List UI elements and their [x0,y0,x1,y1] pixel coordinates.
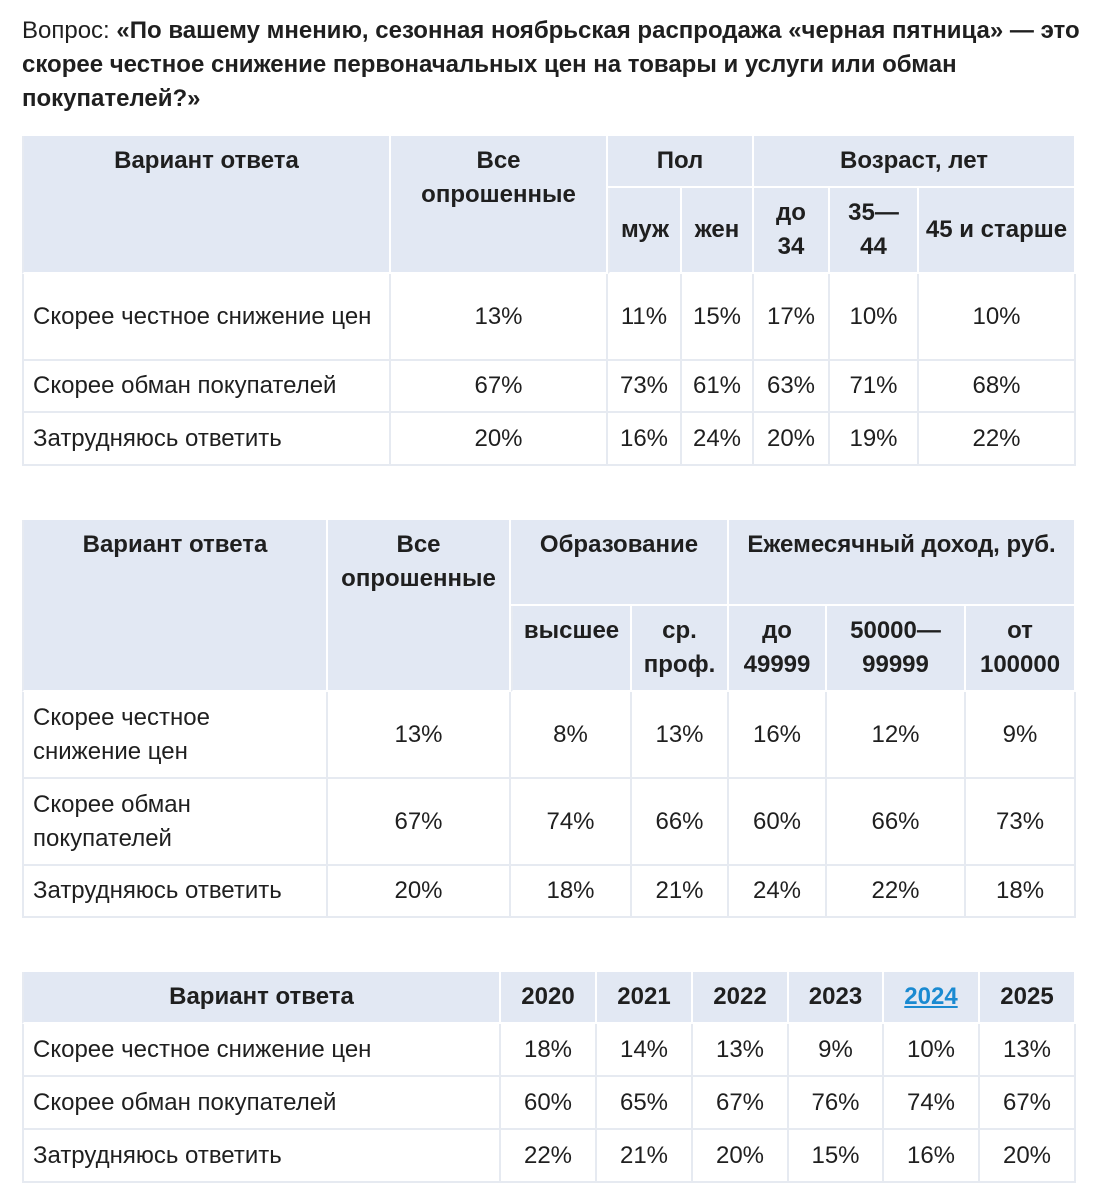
header-year-2022: 2022 [693,972,789,1024]
cell-2022: 67% [693,1077,789,1130]
cell-income-3: 9% [966,692,1076,779]
cell-all: 67% [328,779,511,866]
header-all: Все опрошенные [328,520,511,692]
row-label: Скорее честное снижение цен [22,1024,501,1077]
cell-female: 24% [682,413,754,466]
header-male: муж [608,188,682,274]
row-label: Скорее честное снижение цен [22,274,391,361]
table-row [22,779,1076,866]
header-year-2023: 2023 [789,972,884,1024]
header-variant: Вариант ответа [22,520,328,692]
cell-male: 73% [608,361,682,413]
cell-2023: 76% [789,1077,884,1130]
question-prefix: Вопрос: [22,17,117,44]
header-edu-higher: высшее [511,606,632,692]
cell-2025: 20% [980,1130,1076,1183]
header-age-35-44: 35—44 [830,188,919,274]
cell-income-1: 24% [729,866,827,918]
header-income-3: от 100000 [966,606,1076,692]
table-row [22,866,1076,918]
cell-age-45-plus: 10% [919,274,1076,361]
row-label: Скорее обман покупателей [22,1077,501,1130]
cell-all: 67% [391,361,608,413]
cell-edu-higher: 74% [511,779,632,866]
header-year-2024-cell [884,972,980,1024]
cell-2022: 13% [693,1024,789,1077]
cell-age-under-34: 63% [754,361,830,413]
table-row [22,1077,1076,1130]
cell-edu-vocational: 66% [632,779,729,866]
cell-all: 13% [328,692,511,779]
cell-age-45-plus: 22% [919,413,1076,466]
cell-female: 61% [682,361,754,413]
table-row [22,1024,1076,1077]
cell-2025: 13% [980,1024,1076,1077]
header-year-2020: 2020 [501,972,597,1024]
cell-2020: 18% [501,1024,597,1077]
cell-male: 11% [608,274,682,361]
header-female: жен [682,188,754,274]
cell-income-2: 12% [827,692,966,779]
cell-income-1: 16% [729,692,827,779]
table-row [22,692,1076,779]
cell-2023: 15% [789,1130,884,1183]
table-row [22,274,1076,361]
cell-income-3: 18% [966,866,1076,918]
cell-income-3: 73% [966,779,1076,866]
question-text: «По вашему мнению, сезонная ноябрьская распродажа «черная пятница» — это скорее честное снижение первоначальных цен на товары и услуги или обман покупателей?» [22,17,1080,112]
cell-age-under-34: 20% [754,413,830,466]
table-gender-age [22,136,1076,466]
row-label: Скорее обман покупателей [22,779,328,866]
header-education: Образование [511,520,729,606]
header-variant: Вариант ответа [22,136,391,274]
header-edu-vocational: ср. проф. [632,606,729,692]
cell-income-2: 66% [827,779,966,866]
table-row [22,361,1076,413]
cell-2025: 67% [980,1077,1076,1130]
cell-2021: 14% [597,1024,693,1077]
cell-female: 15% [682,274,754,361]
row-label: Затрудняюсь ответить [22,866,328,918]
table-row [22,1130,1076,1183]
cell-age-35-44: 10% [830,274,919,361]
cell-income-1: 60% [729,779,827,866]
table-years [22,972,1076,1183]
header-age-45-plus: 45 и старше [919,188,1076,274]
cell-2024: 74% [884,1077,980,1130]
cell-2021: 65% [597,1077,693,1130]
row-label: Затрудняюсь ответить [22,413,391,466]
cell-income-2: 22% [827,866,966,918]
cell-edu-vocational: 21% [632,866,729,918]
table-row [22,413,1076,466]
cell-edu-vocational: 13% [632,692,729,779]
cell-edu-higher: 18% [511,866,632,918]
cell-all: 20% [391,413,608,466]
cell-2024: 16% [884,1130,980,1183]
cell-age-35-44: 71% [830,361,919,413]
cell-2024: 10% [884,1024,980,1077]
cell-age-45-plus: 68% [919,361,1076,413]
cell-edu-higher: 8% [511,692,632,779]
cell-2022: 20% [693,1130,789,1183]
cell-2020: 60% [501,1077,597,1130]
cell-2021: 21% [597,1130,693,1183]
cell-age-35-44: 19% [830,413,919,466]
question [22,14,1082,116]
row-label: Скорее честное снижение цен [22,692,328,779]
cell-age-under-34: 17% [754,274,830,361]
header-all: Все опрошенные [391,136,608,274]
header-income: Ежемесячный доход, руб. [729,520,1076,606]
header-age-under-34: до 34 [754,188,830,274]
cell-male: 16% [608,413,682,466]
header-income-1: до 49999 [729,606,827,692]
cell-all: 20% [328,866,511,918]
header-year-2021: 2021 [597,972,693,1024]
row-label: Затрудняюсь ответить [22,1130,501,1183]
header-variant: Вариант ответа [22,972,501,1024]
cell-all: 13% [391,274,608,361]
header-gender: Пол [608,136,754,188]
header-age: Возраст, лет [754,136,1076,188]
year-2024-link[interactable]: 2024 [904,983,958,1010]
cell-2020: 22% [501,1130,597,1183]
row-label: Скорее обман покупателей [22,361,391,413]
cell-2023: 9% [789,1024,884,1077]
table-education-income [22,520,1076,918]
header-income-2: 50000— 99999 [827,606,966,692]
header-year-2025: 2025 [980,972,1076,1024]
